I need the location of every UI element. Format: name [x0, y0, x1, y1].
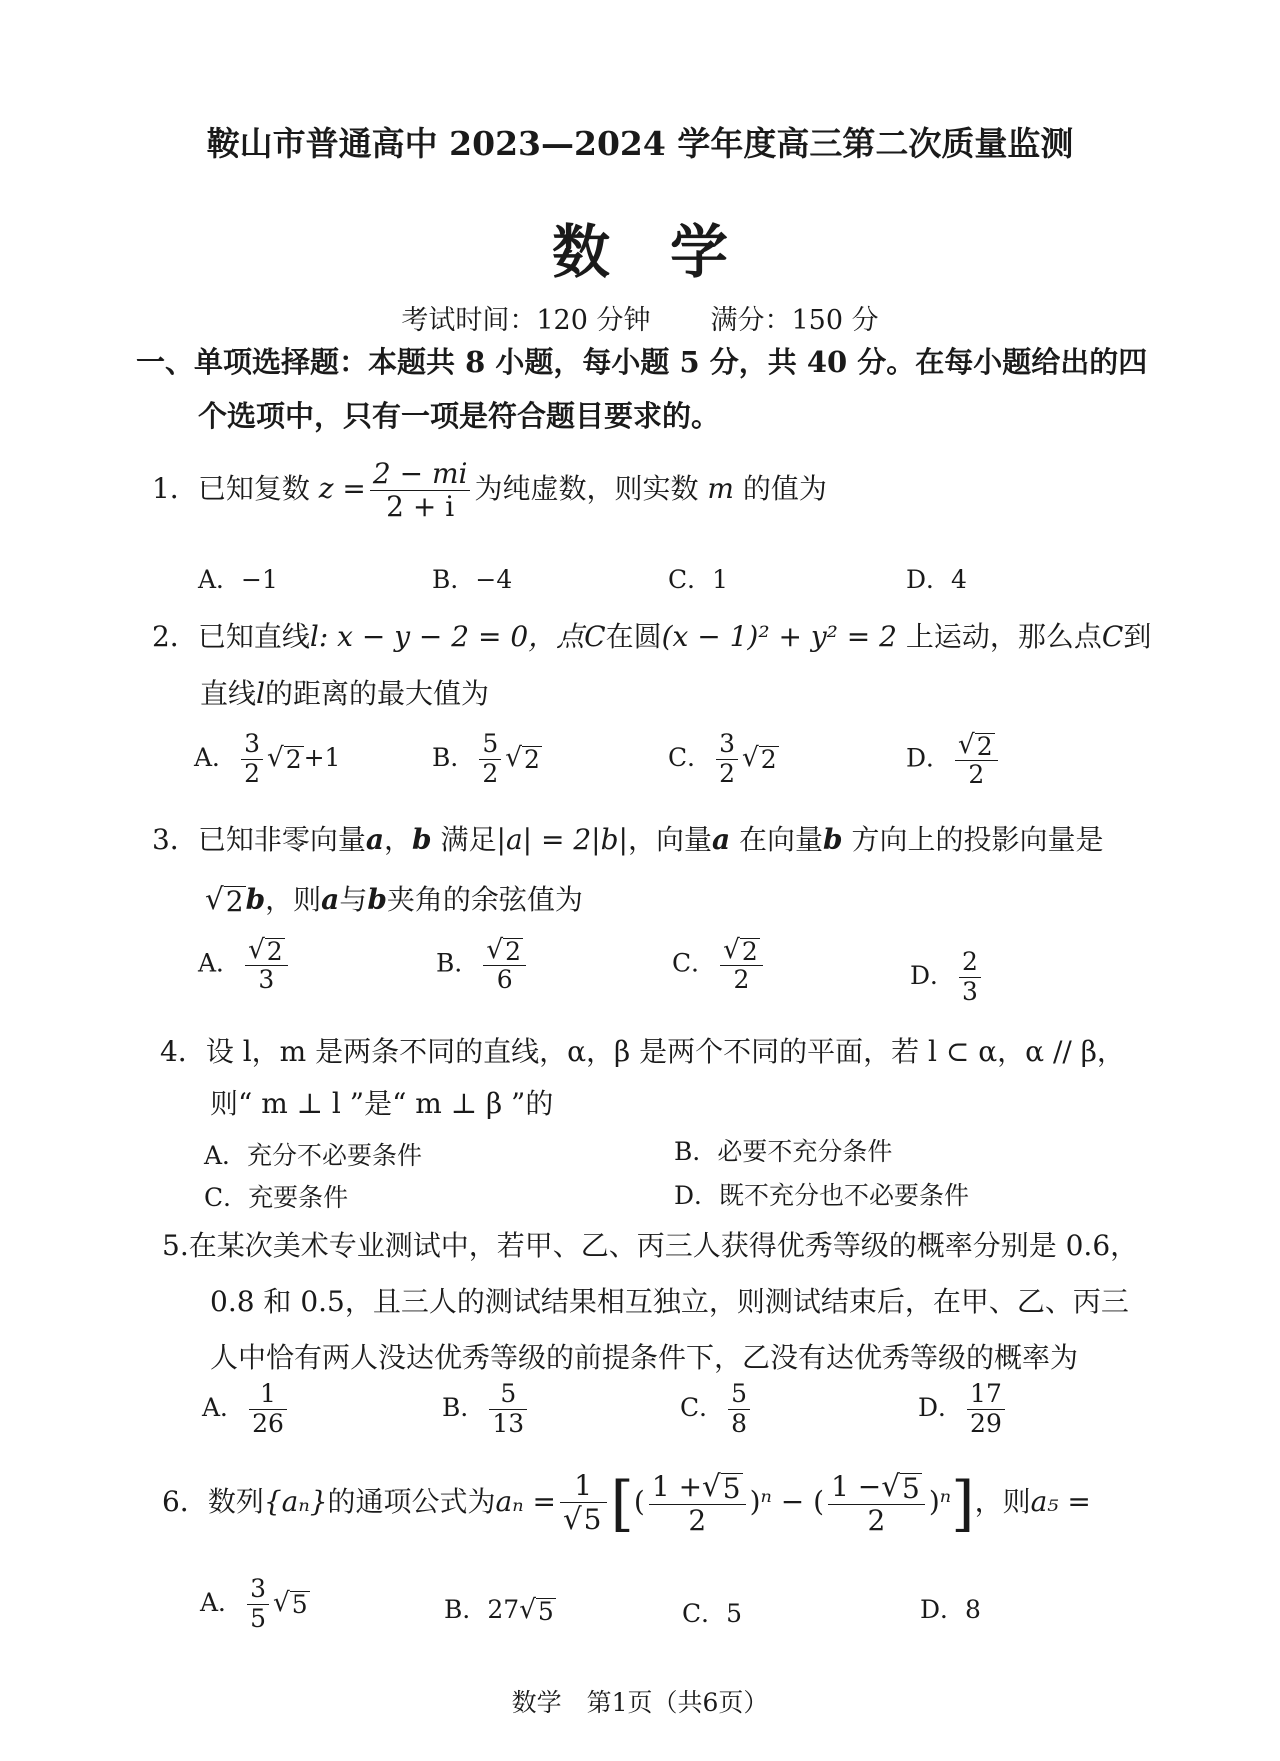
q1-option-d[interactable]: D．4 [906, 565, 967, 594]
q3-option-b[interactable]: B． √ 2 6 [436, 935, 530, 995]
question-4-line1: 4．设 l，m 是两条不同的直线，α，β 是两个不同的平面，若 l ⊂ α，α // β， [160, 1035, 1125, 1068]
q4-option-a[interactable]: A．充分不必要条件 [204, 1141, 423, 1170]
q5-option-b[interactable]: B． $\frac{5}{13}$ [442, 1380, 531, 1439]
full-score: 满分：150 分 [710, 305, 879, 336]
exam-info [0, 298, 1280, 337]
question-5-line2: 0.8 和 0.5，且三人的测试结果相互独立，则测试结束后，在甲、乙、丙三 [210, 1285, 1129, 1318]
q6-option-a[interactable]: A． $\frac{3}{5}$ √ 5 [200, 1574, 308, 1633]
question-3-line1: 3．已知非零向量a，b 满足|a| = 2|b|，向量a 在向量b 方向上的投影向量是 [152, 823, 1104, 856]
q1-option-b[interactable]: B．−4 [432, 565, 513, 594]
q1-option-c[interactable]: C．1 [668, 565, 729, 594]
section-heading-line2: 个选项中，只有一项是符合题目要求的。 [198, 399, 721, 433]
exam-time: 考试时间：120 分钟 [401, 305, 651, 336]
q2-option-b[interactable]: B． $\frac{5}{2}$ √ 2 [432, 729, 540, 788]
q5-option-a[interactable]: A． $\frac{1}{26}$ [202, 1380, 291, 1439]
q1-option-a[interactable]: A．−1 [198, 565, 278, 594]
q2-option-a[interactable]: A． $\frac{3}{2}$ √ 2 +1 [194, 729, 341, 788]
q4-option-d[interactable]: D．既不充分也不必要条件 [674, 1181, 970, 1210]
question-4-line2: 则“ m ⊥ l ”是“ m ⊥ β ”的 [210, 1087, 554, 1120]
question-5-line1: 5.在某次美术专业测试中，若甲、乙、丙三人获得优秀等级的概率分别是 0.6， [162, 1229, 1139, 1262]
q3-option-c[interactable]: C． √ 2 2 [672, 935, 767, 995]
q5-option-c[interactable]: C． $\frac{5}{8}$ [680, 1380, 754, 1439]
q3-option-a[interactable]: A． √ 2 3 [198, 935, 292, 995]
question-6: 6．数列{aₙ}的通项公式为aₙ = $\frac{1}{√5}$ [( 1 + √ 5 2 )ⁿ − ( 1 − √ 5 2 )ⁿ]，则a₅ = [162, 1468, 1091, 1539]
question-5-line3: 人中恰有两人没达优秀等级的前提条件下，乙没有达优秀等级的概率为 [210, 1341, 1079, 1374]
q4-option-b[interactable]: B．必要不充分条件 [674, 1137, 893, 1166]
q4-option-c[interactable]: C．充要条件 [204, 1183, 349, 1212]
page-footer: 数学 第1页（共6页） [511, 1688, 769, 1717]
section-heading-line1: 一、单项选择题：本题共 8 小题，每小题 5 分，共 40 分。在每小题给出的四 [136, 345, 1148, 379]
subject-title: 数学 [551, 218, 788, 286]
question-3-line2: √ 2 b，则a与b夹角的余弦值为 [205, 882, 583, 918]
exam-title: 鞍山市普通高中 2023—2024 学年度高三第二次质量监测 [206, 124, 1074, 163]
q2-option-d[interactable]: D． √ 2 2 [906, 730, 1002, 790]
q2-option-c[interactable]: C． $\frac{3}{2}$ √ 2 [668, 729, 777, 788]
section-heading [136, 335, 1147, 443]
q6-option-b[interactable]: B．27 √ 5 [444, 1595, 554, 1626]
question-2-line1: 2．已知直线l: x − y − 2 = 0，点C在圆(x − 1)² + y² = 2 上运动，那么点C到 [152, 620, 1152, 653]
q6-option-c[interactable]: C．5 [682, 1599, 743, 1628]
q6-option-d[interactable]: D．8 [920, 1595, 981, 1624]
question-2-line2: 直线l的距离的最大值为 [200, 677, 489, 710]
question-1: 1．已知复数 z = $\frac{2 - mi}{2 + i}$ 为纯虚数，则实数 m 的值为 [152, 457, 827, 524]
q1-fraction: $\frac{2 - mi}{2 + i}$ [370, 458, 471, 523]
q5-option-d[interactable]: D． $\frac{17}{29}$ [918, 1380, 1009, 1439]
q3-option-d[interactable]: D． $\frac{2}{3}$ [910, 948, 985, 1007]
